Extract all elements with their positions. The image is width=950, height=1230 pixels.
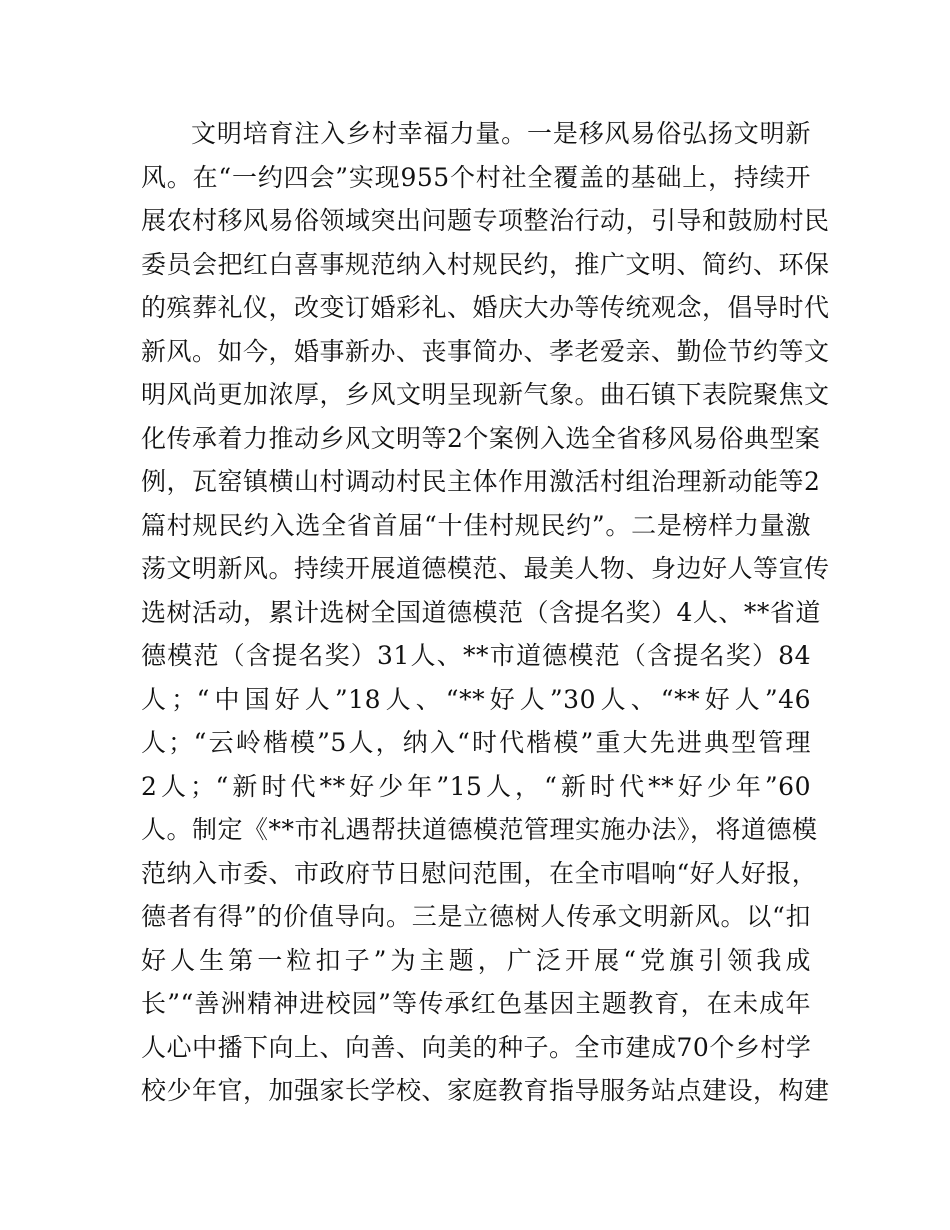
paragraph-line: 德者有得”的价值导向。三是立德树人传承文明新风。以“扣 [141, 902, 811, 931]
paragraph-line: 人心中播下向上、向善、向美的种子。全市建成70个乡村学 [141, 1032, 812, 1062]
paragraph-line: 文明培育注入乡村幸福力量。一是移风易俗弘扬文明新 [191, 119, 811, 148]
paragraph-line: 展农村移风易俗领域突出问题专项整治行动，引导和鼓励村民 [141, 206, 830, 235]
paragraph-line: 的殡葬礼仪，改变订婚彩礼、婚庆大办等传统观念，倡导时代 [141, 293, 830, 322]
paragraph-line: 德模范（含提名奖）31人、**市道德模范（含提名奖）84 [141, 641, 811, 670]
paragraph-line: 校少年官，加强家长学校、家庭教育指导服务站点建设，构建 [141, 1076, 830, 1105]
paragraph-line: 人；“云岭楷模”5人，纳入“时代楷模”重大先进典型管理 [141, 728, 811, 757]
paragraph-line: 委员会把红白喜事规范纳入村规民约，推广文明、简约、环保 [141, 249, 830, 279]
paragraph-line: 例，瓦窑镇横山村调动村民主体作用激活村组治理新动能等2 [141, 467, 821, 496]
paragraph-line: 荡文明新风。持续开展道德模范、最美人物、身边好人等宣传 [141, 554, 830, 583]
paragraph-line: 明风尚更加浓厚，乡风文明呈现新气象。曲石镇下表院聚焦文 [141, 380, 830, 409]
document-body [141, 112, 830, 1113]
paragraph-line: 好人生第一粒扣子”为主题，广泛开展“党旗引领我成 [141, 945, 811, 975]
paragraph-line: 风。在“一约四会”实现955个村社全覆盖的基础上，持续开 [141, 162, 811, 192]
paragraph-line: 人。制定《**市礼遇帮扶道德模范管理实施办法》，将道德模 [141, 815, 818, 844]
paragraph-line: 新风。如今，婚事新办、丧事简办、孝老爱亲、勤俭节约等文 [141, 336, 830, 366]
paragraph-line: 2人；“新时代**好少年”15人，“新时代**好少年”60 [141, 771, 811, 801]
paragraph-line: 长”“善洲精神进校园”等传承红色基因主题教育，在未成年 [141, 989, 811, 1018]
paragraph-line: 人；“中国好人”18人、“**好人”30人、“**好人”46 [141, 684, 811, 714]
paragraph-line: 化传承着力推动乡风文明等2个案例入选全省移风易俗典型案 [141, 423, 821, 453]
paragraph-line: 篇村规民约入选全省首届“十佳村规民约”。二是榜样力量激 [141, 510, 811, 540]
paragraph-line: 选树活动，累计选树全国道德模范（含提名奖）4人、**省道 [141, 597, 821, 627]
paragraph-line: 范纳入市委、市政府节日慰问范围，在全市唱响“好人好报， [141, 858, 818, 888]
